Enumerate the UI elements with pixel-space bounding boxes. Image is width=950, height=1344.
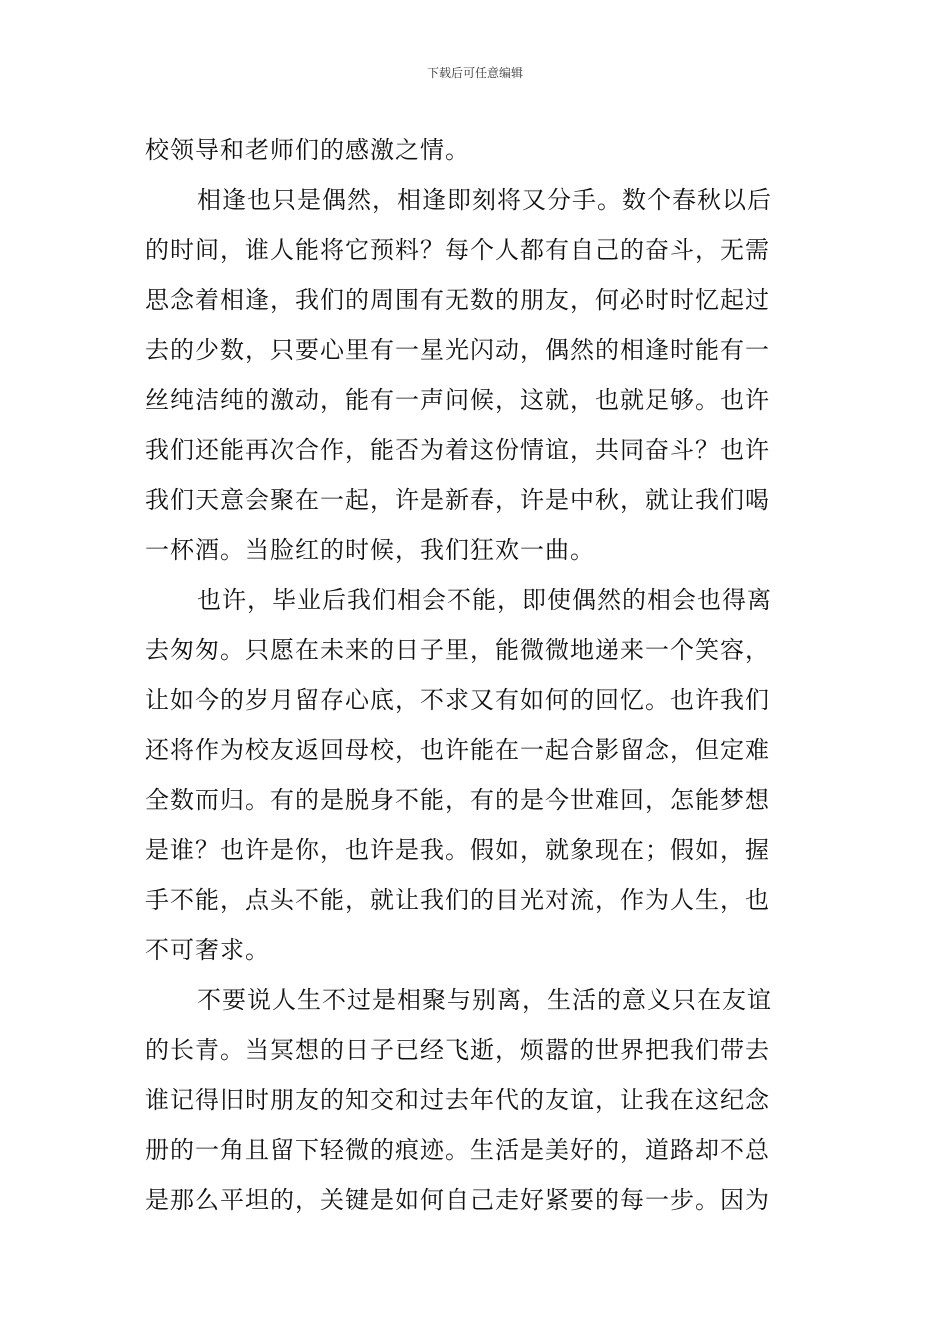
paragraph-line: 的时间，谁人能将它预料？每个人都有自己的奋斗，无需 — [145, 236, 770, 264]
paragraph-line: 是谁？也许是你，也许是我。假如，就象现在；假如，握 — [145, 836, 770, 864]
page-header: 下载后可任意编辑 — [426, 66, 523, 80]
paragraph-line: 我们还能再次合作，能否为着这份情谊，共同奋斗？也许 — [145, 436, 770, 464]
paragraph-line: 丝纯洁纯的激动，能有一声问候，这就，也就足够。也许 — [145, 386, 770, 414]
paragraph-line: 是那么平坦的，关键是如何自己走好紧要的每一步。因为 — [145, 1186, 770, 1214]
paragraph-line: 还将作为校友返回母校，也许能在一起合影留念，但定难 — [145, 736, 770, 764]
paragraph-line: 不要说人生不过是相聚与别离，生活的意义只在友谊 — [197, 986, 772, 1014]
paragraph-line: 思念着相逢，我们的周围有无数的朋友，何必时时忆起过 — [145, 286, 770, 314]
paragraph-line: 去的少数，只要心里有一星光闪动，偶然的相逢时能有一 — [145, 336, 770, 364]
paragraph-line: 不可奢求。 — [145, 936, 270, 964]
paragraph-line: 谁记得旧时朋友的知交和过去年代的友谊，让我在这纪念 — [145, 1086, 770, 1114]
document-body — [145, 125, 810, 1225]
paragraph-line: 手不能，点头不能，就让我们的目光对流，作为人生，也 — [145, 886, 770, 914]
paragraph-line: 也许，毕业后我们相会不能，即使偶然的相会也得离 — [197, 586, 772, 614]
paragraph-line: 校领导和老师们的感激之情。 — [145, 136, 470, 164]
paragraph-line: 的长青。当冥想的日子已经飞逝，烦嚣的世界把我们带去 — [145, 1036, 770, 1064]
paragraph-line: 册的一角且留下轻微的痕迹。生活是美好的，道路却不总 — [145, 1136, 770, 1164]
paragraph-line: 一杯酒。当脸红的时候，我们狂欢一曲。 — [145, 536, 595, 564]
paragraph-line: 让如今的岁月留存心底，不求又有如何的回忆。也许我们 — [145, 686, 770, 714]
paragraph-line: 全数而归。有的是脱身不能，有的是今世难回，怎能梦想 — [145, 786, 770, 814]
paragraph-line: 我们天意会聚在一起，许是新春，许是中秋，就让我们喝 — [145, 486, 770, 514]
paragraph-line: 去匆匆。只愿在未来的日子里，能微微地递来一个笑容， — [145, 636, 770, 664]
paragraph-line: 相逢也只是偶然，相逢即刻将又分手。数个春秋以后 — [197, 186, 772, 214]
